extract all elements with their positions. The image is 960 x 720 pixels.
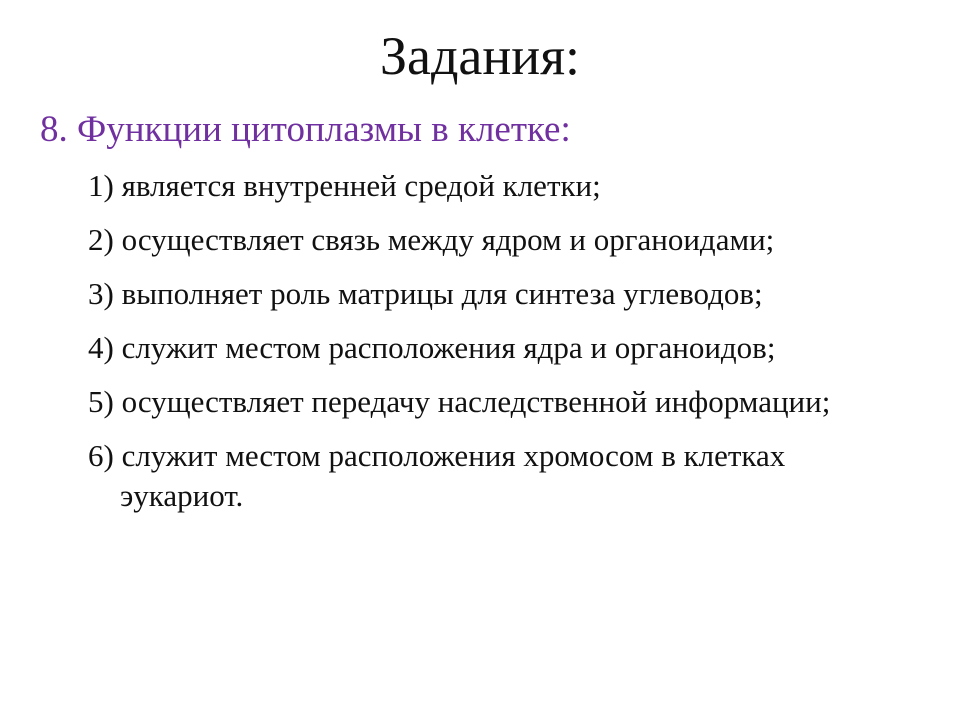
answer-option-6: 6) служит местом расположения хромосом в клетках эукариот. — [88, 438, 786, 513]
answer-option-4: 4) служит местом расположения ядра и органоидов; — [88, 330, 776, 365]
answer-option-3: 3) выполняет роль матрицы для синтеза углеводов; — [88, 276, 763, 311]
question-heading: 8. Функции цитоплазмы в клетке: — [40, 109, 571, 150]
answer-option-1: 1) является внутренней средой клетки; — [88, 168, 601, 203]
answer-options-list — [88, 166, 868, 530]
slide-title: Задания: — [379, 26, 581, 86]
answer-option-2: 2) осуществляет связь между ядром и органоидами; — [88, 222, 775, 257]
answer-option-5: 5) осуществляет передачу наследственной информации; — [88, 384, 831, 419]
